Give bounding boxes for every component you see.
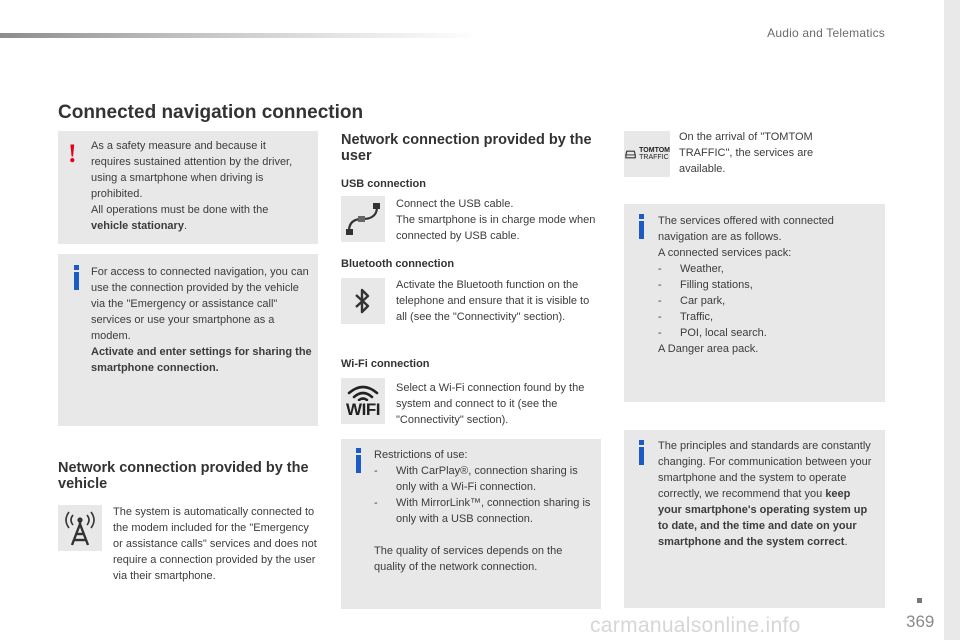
info-icon	[638, 440, 646, 466]
list-item: - POI, local search.	[658, 325, 872, 341]
bluetooth-icon	[353, 286, 373, 316]
restrictions-quality: The quality of services depends on the quality of the network connection.	[374, 545, 563, 573]
warning-text	[91, 138, 305, 234]
principles-end: .	[844, 536, 848, 548]
usb-cable-icon	[345, 201, 381, 237]
usb-icon-tile	[341, 196, 385, 242]
restrictions-text	[374, 447, 600, 575]
services-intro: The services offered with connected navigation are as follows.	[658, 215, 834, 243]
list-item: - With MirrorLink™, connection sharing is only with a USB connection.	[374, 495, 600, 527]
usb-text-1: Connect the USB cable.	[396, 198, 514, 210]
tomtom-text: On the arrival of "TOMTOM TRAFFIC", the services are available.	[679, 131, 814, 175]
wifi-text: Select a Wi-Fi connection found by the system and connect to it (see the "Connectivity" section).	[396, 382, 585, 426]
restrictions-intro: Restrictions of use:	[374, 449, 468, 461]
warning-text-1: As a safety measure and because it requires sustained attention by the driver, using a smartphone when driving is prohibited.	[91, 140, 293, 200]
info-icon	[355, 448, 363, 474]
bluetooth-icon-tile	[341, 278, 385, 324]
user-section-heading: Network connection provided by the user	[341, 132, 592, 164]
tomtom-logo-line-2: TRAFFIC	[639, 154, 669, 161]
watermark: carmanualsonline.info	[590, 614, 801, 637]
section-name: Audio and Telematics	[767, 26, 885, 40]
principles-text	[658, 438, 876, 550]
header-bar	[0, 33, 480, 38]
antenna-icon-tile	[58, 505, 102, 551]
list-item: - Weather,	[658, 261, 872, 277]
page-title: Connected navigation connection	[58, 102, 364, 123]
access-info-body: For access to connected navigation, you can use the connection provided by the vehicle via the "Emergency or assistance call" services or use your smartphone as a modem.	[91, 266, 309, 342]
tomtom-logo	[639, 147, 670, 161]
info-icon	[73, 265, 81, 291]
access-info-text	[91, 264, 313, 376]
usb-text-2: The smartphone is in charge mode when connected by USB cable.	[396, 214, 596, 242]
bluetooth-text: Activate the Bluetooth function on the telephone and ensure that it is visible to all (see the "Connectivity" section).	[396, 279, 590, 323]
wifi-heading: Wi-Fi connection	[341, 358, 430, 370]
services-text	[658, 213, 872, 357]
page-marker	[917, 598, 922, 603]
traffic-car-icon	[624, 148, 637, 160]
wifi-arcs-icon	[346, 385, 380, 401]
principles-bold: keep your smartphone's operating system up to date, and the time and date on your smartphone and the system correct	[658, 488, 868, 548]
principles-body: The principles and standards are constantly changing. For communication between your smartphone and the system to operate correctly, we recommend that you	[658, 440, 872, 500]
usb-text	[396, 196, 601, 244]
wifi-icon-tile	[341, 378, 385, 424]
restrictions-list	[374, 463, 600, 527]
page-edge-stripe	[944, 0, 960, 640]
warning-icon: !	[68, 139, 77, 168]
warning-text-2: All operations must be done with the	[91, 204, 269, 216]
access-info-bold: Activate and enter settings for sharing the smartphone connection.	[91, 346, 312, 374]
warning-text-bold: vehicle stationary	[91, 220, 184, 232]
list-item: - Traffic,	[658, 309, 872, 325]
page-number: 369	[906, 612, 935, 631]
bluetooth-heading: Bluetooth connection	[341, 258, 455, 270]
wifi-icon-label: WIFI	[346, 399, 380, 419]
tomtom-icon-tile	[624, 131, 670, 177]
services-danger: A Danger area pack.	[658, 343, 759, 355]
warning-text-end: .	[183, 220, 187, 232]
usb-heading: USB connection	[341, 178, 426, 190]
info-icon	[638, 214, 646, 240]
vehicle-section-heading: Network connection provided by the vehicle	[58, 460, 309, 492]
list-item: - Filling stations,	[658, 277, 872, 293]
list-item: - Car park,	[658, 293, 872, 309]
tomtom-logo-line-1: TOMTOM	[639, 147, 670, 154]
antenna-icon	[63, 510, 97, 546]
services-pack-title: A connected services pack:	[658, 247, 792, 259]
services-list	[658, 261, 872, 341]
list-item: - With CarPlay®, connection sharing is only with a Wi-Fi connection.	[374, 463, 600, 495]
vehicle-section-text: The system is automatically connected to the modem included for the "Emergency or assistance calls" services and does not require a connection provided by the user via their smartphone.	[113, 506, 317, 582]
